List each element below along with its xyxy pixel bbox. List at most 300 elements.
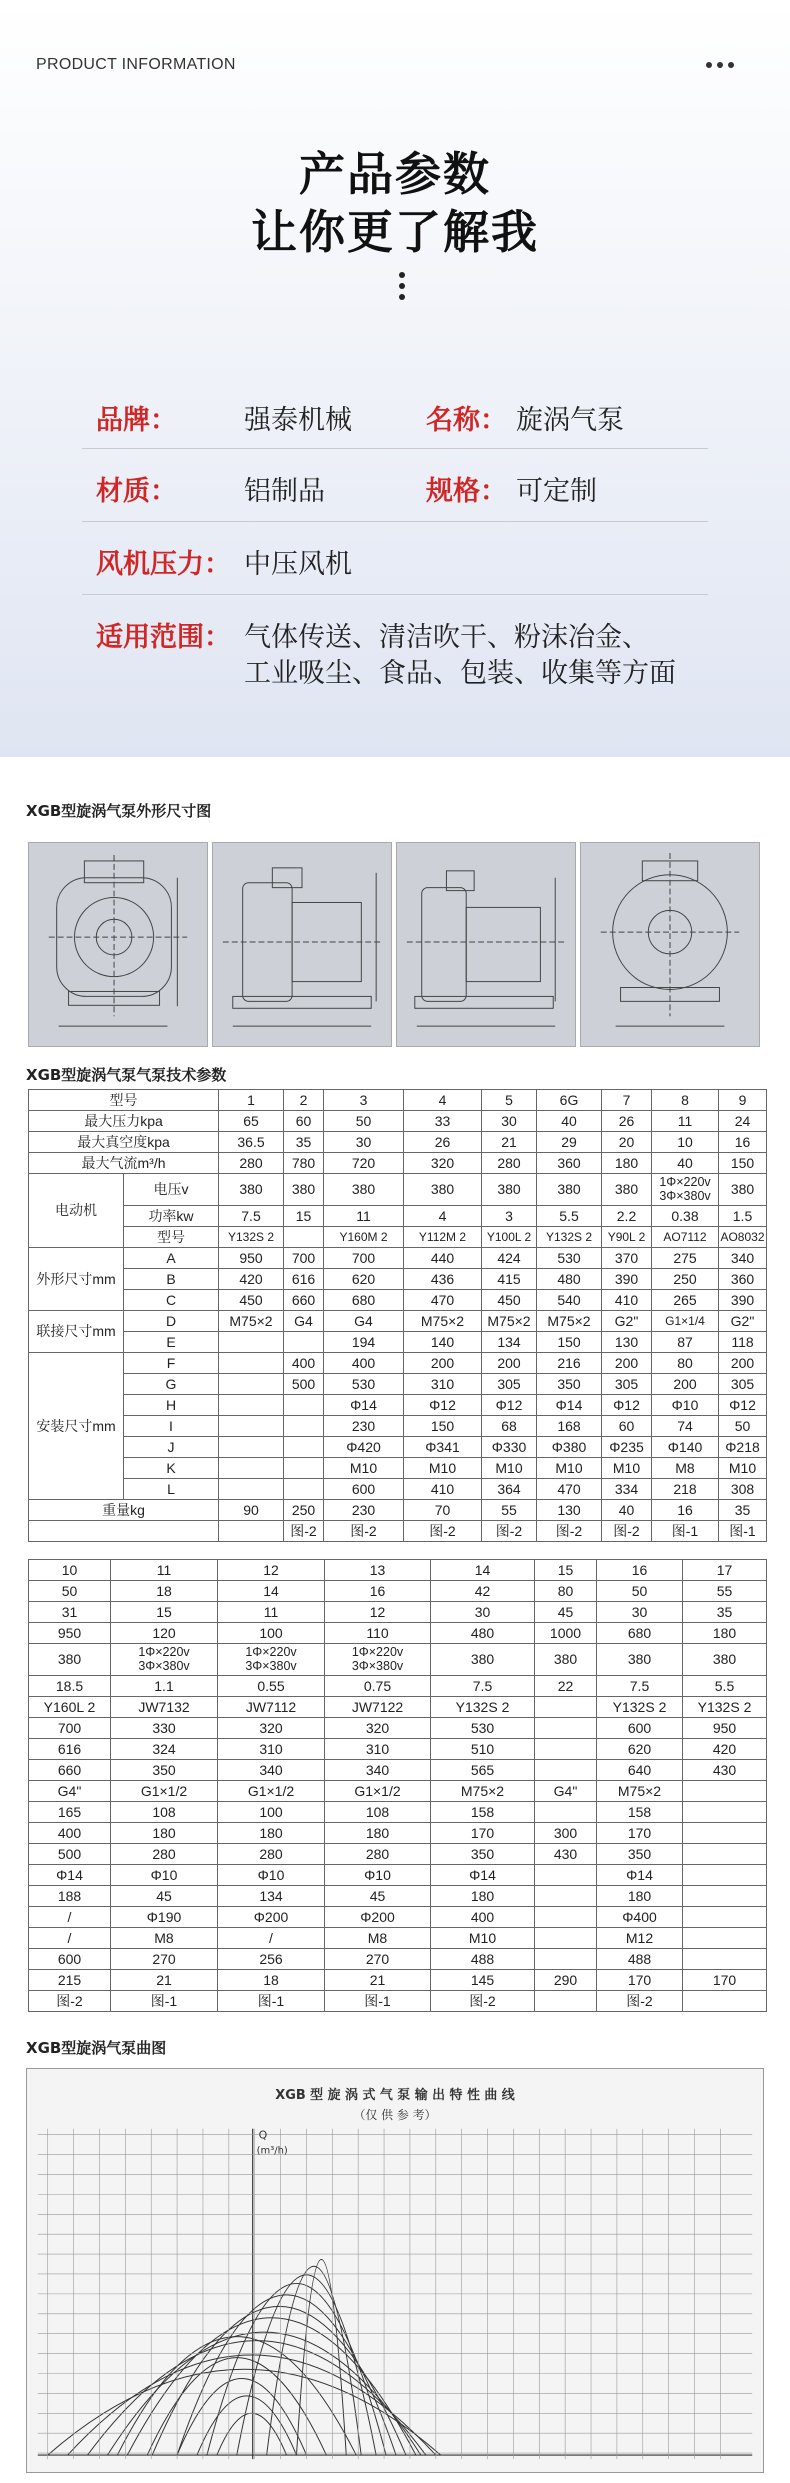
table-cell: Y132S 2 — [597, 1697, 683, 1718]
table-cell: 280 — [325, 1844, 431, 1865]
page-title: 产品参数 — [299, 147, 491, 201]
row-label: 最大真空度kpa — [29, 1132, 219, 1153]
table-cell: 340 — [218, 1760, 325, 1781]
table-cell: 280 — [482, 1153, 537, 1174]
table-cell: 18 — [218, 1970, 325, 1991]
table-cell: 图-1 — [111, 1991, 218, 2012]
table-cell: 364 — [482, 1479, 537, 1500]
table-cell: 280 — [219, 1153, 284, 1174]
table-cell: 540 — [537, 1290, 602, 1311]
table-cell: 480 — [431, 1623, 535, 1644]
table-cell: 21 — [325, 1970, 431, 1991]
table-cell: 250 — [284, 1500, 324, 1521]
table-cell: Φ10 — [111, 1865, 218, 1886]
table-cell: 720 — [324, 1153, 404, 1174]
spec-table-1 — [28, 1089, 767, 1542]
table-cell: 11 — [111, 1560, 218, 1581]
table-cell: 7.5 — [431, 1676, 535, 1697]
table-cell: 14 — [218, 1581, 325, 1602]
dimension-letter: H — [124, 1395, 219, 1416]
table-cell: 680 — [597, 1623, 683, 1644]
page-subtitle: 让你更了解我 — [251, 205, 539, 259]
table-cell: 200 — [482, 1353, 537, 1374]
table-cell: 510 — [431, 1739, 535, 1760]
table-cell: 380 — [404, 1174, 482, 1206]
performance-curve — [197, 2396, 297, 2455]
table-row — [29, 1174, 767, 1206]
table-title: XGB型旋涡气泵气泵技术参数 — [26, 1066, 227, 1084]
table-cell: 200 — [719, 1353, 767, 1374]
table-row — [29, 1227, 767, 1248]
table-cell — [535, 1928, 597, 1949]
table-cell — [284, 1332, 324, 1353]
table-cell: Φ200 — [218, 1907, 325, 1928]
table-cell: G1×1/2 — [218, 1781, 325, 1802]
table-cell — [535, 1718, 597, 1739]
header-cell: 型号 — [29, 1090, 219, 1111]
table-cell: 16 — [597, 1560, 683, 1581]
outline-drawing-rear — [580, 842, 760, 1047]
table-cell: G4 — [284, 1311, 324, 1332]
table-cell: 118 — [719, 1332, 767, 1353]
table-cell — [219, 1458, 284, 1479]
table-cell: 256 — [218, 1949, 325, 1970]
table-cell: Φ14 — [597, 1865, 683, 1886]
table-cell: 380 — [537, 1174, 602, 1206]
table-cell: 68 — [482, 1416, 537, 1437]
dimension-letter: J — [124, 1437, 219, 1458]
table-cell: JW7112 — [218, 1697, 325, 1718]
table-cell: 324 — [111, 1739, 218, 1760]
table-cell: 12 — [218, 1560, 325, 1581]
table-cell — [535, 1802, 597, 1823]
table-row — [29, 1132, 767, 1153]
table-cell — [219, 1416, 284, 1437]
table-cell: 436 — [404, 1269, 482, 1290]
table-cell: M75×2 — [431, 1781, 535, 1802]
table-cell: 430 — [535, 1844, 597, 1865]
table-cell: Φ420 — [324, 1437, 404, 1458]
table-row — [29, 1521, 767, 1542]
header-cell: 1 — [219, 1090, 284, 1111]
table-cell: 400 — [324, 1353, 404, 1374]
table-row — [29, 1332, 767, 1353]
table-cell — [683, 1886, 767, 1907]
table-row — [29, 1560, 767, 1581]
table-cell: 380 — [219, 1174, 284, 1206]
table-cell — [683, 1802, 767, 1823]
table-cell: 305 — [602, 1374, 652, 1395]
more-dots-icon[interactable] — [706, 62, 734, 68]
table-cell: M10 — [537, 1458, 602, 1479]
header-cell: 9 — [719, 1090, 767, 1111]
table-cell: 350 — [111, 1760, 218, 1781]
table-row — [29, 1500, 767, 1521]
table-cell: 30 — [597, 1602, 683, 1623]
table-cell: 660 — [284, 1290, 324, 1311]
table-cell: 950 — [683, 1718, 767, 1739]
table-cell: 180 — [325, 1823, 431, 1844]
table-row — [29, 1458, 767, 1479]
table-cell — [284, 1458, 324, 1479]
table-cell: 31 — [29, 1602, 111, 1623]
group-label: 安装尺寸mm — [29, 1353, 124, 1500]
table-cell: 11 — [652, 1111, 719, 1132]
table-cell: 680 — [324, 1290, 404, 1311]
table-cell: 320 — [404, 1153, 482, 1174]
table-cell — [535, 1865, 597, 1886]
table-cell: 424 — [482, 1248, 537, 1269]
performance-curve — [68, 2355, 436, 2455]
table-cell: 158 — [597, 1802, 683, 1823]
table-cell — [535, 1886, 597, 1907]
table-cell: 60 — [602, 1416, 652, 1437]
table-row — [29, 1623, 767, 1644]
table-cell — [284, 1227, 324, 1248]
table-cell: 65 — [219, 1111, 284, 1132]
table-cell: 55 — [683, 1581, 767, 1602]
table-cell: JW7132 — [111, 1697, 218, 1718]
table-cell: 45 — [325, 1886, 431, 1907]
table-cell: Φ400 — [597, 1907, 683, 1928]
table-cell: 660 — [29, 1760, 111, 1781]
table-row — [29, 1581, 767, 1602]
dimension-letter: L — [124, 1479, 219, 1500]
table-cell — [683, 1928, 767, 1949]
table-cell: 1Φ×220v 3Φ×380v — [325, 1644, 431, 1676]
performance-curve — [48, 2369, 441, 2455]
table-cell: 470 — [404, 1290, 482, 1311]
table-cell: M10 — [404, 1458, 482, 1479]
table-cell: 0.38 — [652, 1206, 719, 1227]
table-cell: 170 — [431, 1823, 535, 1844]
table-cell: 87 — [652, 1332, 719, 1353]
table-cell — [284, 1479, 324, 1500]
row-label: 功率kw — [124, 1206, 219, 1227]
performance-curve — [217, 2413, 287, 2455]
table-cell: 600 — [597, 1718, 683, 1739]
table-cell: 380 — [597, 1644, 683, 1676]
table-cell: M10 — [324, 1458, 404, 1479]
table-row — [29, 1479, 767, 1500]
table-cell: G4" — [29, 1781, 111, 1802]
table-cell: M75×2 — [537, 1311, 602, 1332]
header-cell: 3 — [324, 1090, 404, 1111]
table-cell: 11 — [324, 1206, 404, 1227]
table-cell: 15 — [535, 1560, 597, 1581]
table-cell: 14 — [431, 1560, 535, 1581]
curve-title: XGB型旋涡气泵曲图 — [26, 2039, 167, 2057]
table-cell: G1×1/2 — [325, 1781, 431, 1802]
table-row — [29, 1823, 767, 1844]
table-row — [29, 1802, 767, 1823]
table-row — [29, 1865, 767, 1886]
table-row — [29, 1760, 767, 1781]
table-cell: 350 — [597, 1844, 683, 1865]
table-cell: Φ12 — [602, 1395, 652, 1416]
table-cell: 200 — [652, 1374, 719, 1395]
table-cell: 5.5 — [537, 1206, 602, 1227]
table-cell: 700 — [29, 1718, 111, 1739]
table-cell: 10 — [652, 1132, 719, 1153]
table-cell: 55 — [482, 1500, 537, 1521]
table-cell: 图-2 — [482, 1521, 537, 1542]
table-cell: 13 — [325, 1560, 431, 1581]
table-cell: 400 — [284, 1353, 324, 1374]
dimension-letter: D — [124, 1311, 219, 1332]
table-cell: 265 — [652, 1290, 719, 1311]
table-cell — [683, 1907, 767, 1928]
table-cell: 1Φ×220v 3Φ×380v — [652, 1174, 719, 1206]
table-row — [29, 1248, 767, 1269]
table-cell: 620 — [597, 1739, 683, 1760]
table-cell — [284, 1395, 324, 1416]
table-cell: AO8032 — [719, 1227, 767, 1248]
table-cell: 17 — [683, 1560, 767, 1581]
table-row — [29, 1090, 767, 1111]
table-cell: 1.1 — [111, 1676, 218, 1697]
table-cell: 35 — [719, 1500, 767, 1521]
table-cell: Y132S 2 — [537, 1227, 602, 1248]
dimension-letter: K — [124, 1458, 219, 1479]
table-cell: M10 — [719, 1458, 767, 1479]
table-cell: 310 — [218, 1739, 325, 1760]
table-row — [29, 1644, 767, 1676]
table-cell: 图-2 — [602, 1521, 652, 1542]
name-value: 旋涡气泵 — [516, 405, 624, 436]
table-cell: / — [218, 1928, 325, 1949]
row-label: 重量kg — [29, 1500, 219, 1521]
table-cell: 1.5 — [719, 1206, 767, 1227]
table-cell: 480 — [537, 1269, 602, 1290]
pressure-value: 中压风机 — [244, 549, 352, 580]
table-cell — [535, 1907, 597, 1928]
table-cell: 616 — [29, 1739, 111, 1760]
table-cell: 100 — [218, 1802, 325, 1823]
table-cell: 18 — [111, 1581, 218, 1602]
divider — [82, 594, 708, 595]
table-cell: Φ10 — [652, 1395, 719, 1416]
table-cell: 180 — [602, 1153, 652, 1174]
table-row — [29, 1991, 767, 2012]
table-cell: 80 — [535, 1581, 597, 1602]
table-cell: 310 — [325, 1739, 431, 1760]
table-cell: 350 — [431, 1844, 535, 1865]
table-cell: 134 — [218, 1886, 325, 1907]
table-cell: 360 — [537, 1153, 602, 1174]
table-cell: 74 — [652, 1416, 719, 1437]
table-cell: 图-1 — [652, 1521, 719, 1542]
table-cell: 188 — [29, 1886, 111, 1907]
table-cell: 45 — [111, 1886, 218, 1907]
table-cell: 110 — [325, 1623, 431, 1644]
table-cell: Φ10 — [218, 1865, 325, 1886]
table-cell: 180 — [597, 1886, 683, 1907]
table-cell: 390 — [719, 1290, 767, 1311]
table-cell — [683, 1823, 767, 1844]
table-cell: 100 — [218, 1623, 325, 1644]
table-cell: 400 — [29, 1823, 111, 1844]
table-cell: 22 — [535, 1676, 597, 1697]
table-cell: 0.55 — [218, 1676, 325, 1697]
table-cell: M75×2 — [482, 1311, 537, 1332]
table-cell: 600 — [324, 1479, 404, 1500]
dimension-letter: B — [124, 1269, 219, 1290]
table-row — [29, 1111, 767, 1132]
table-cell: G4" — [535, 1781, 597, 1802]
spec-label: 规格： — [426, 476, 507, 507]
table-cell: 420 — [219, 1269, 284, 1290]
table-cell: 50 — [324, 1111, 404, 1132]
table-cell: 280 — [111, 1844, 218, 1865]
scope-value-line2: 工业吸尘、食品、包装、收集等方面 — [244, 658, 676, 689]
table-cell: 180 — [431, 1886, 535, 1907]
table-cell: 108 — [111, 1802, 218, 1823]
table-cell: Y132S 2 — [219, 1227, 284, 1248]
table-cell: 400 — [431, 1907, 535, 1928]
table-row — [29, 1676, 767, 1697]
table-cell: Y90L 2 — [602, 1227, 652, 1248]
divider — [82, 448, 708, 449]
table-cell: 4 — [404, 1206, 482, 1227]
table-cell: 1Φ×220v 3Φ×380v — [111, 1644, 218, 1676]
table-cell: Φ14 — [29, 1865, 111, 1886]
table-cell: 180 — [218, 1823, 325, 1844]
table-cell: 图-2 — [284, 1521, 324, 1542]
table-row — [29, 1269, 767, 1290]
table-cell: 215 — [29, 1970, 111, 1991]
table-row — [29, 1437, 767, 1458]
table-row — [29, 1844, 767, 1865]
header-cell: 4 — [404, 1090, 482, 1111]
table-cell: 640 — [597, 1760, 683, 1781]
performance-curve — [117, 2337, 356, 2455]
table-row — [29, 1602, 767, 1623]
scope-label: 适用范围： — [96, 622, 231, 653]
table-cell: 308 — [719, 1479, 767, 1500]
drawings-title: XGB型旋涡气泵外形尺寸图 — [26, 802, 212, 820]
table-cell: 165 — [29, 1802, 111, 1823]
table-cell: 700 — [324, 1248, 404, 1269]
table-cell — [535, 1991, 597, 2012]
table-cell: 3 — [482, 1206, 537, 1227]
table-cell: 415 — [482, 1269, 537, 1290]
table-cell — [219, 1374, 284, 1395]
header-cell: 6G — [537, 1090, 602, 1111]
table-row — [29, 1886, 767, 1907]
row-label: 型号 — [124, 1227, 219, 1248]
table-cell: Y100L 2 — [482, 1227, 537, 1248]
table-cell — [219, 1332, 284, 1353]
table-cell: 120 — [111, 1623, 218, 1644]
table-cell: 180 — [111, 1823, 218, 1844]
dimension-letter: A — [124, 1248, 219, 1269]
table-cell: 158 — [431, 1802, 535, 1823]
table-cell: 390 — [602, 1269, 652, 1290]
table-cell: M8 — [325, 1928, 431, 1949]
table-cell — [284, 1416, 324, 1437]
table-cell: 40 — [652, 1153, 719, 1174]
table-cell: 470 — [537, 1479, 602, 1500]
table-cell: 30 — [431, 1602, 535, 1623]
table-cell: 340 — [325, 1760, 431, 1781]
table-cell: 200 — [602, 1353, 652, 1374]
table-cell: Φ190 — [111, 1907, 218, 1928]
performance-curve — [152, 2306, 406, 2455]
table-cell: M8 — [111, 1928, 218, 1949]
table-cell: 370 — [602, 1248, 652, 1269]
divider — [82, 521, 708, 522]
table-cell: 130 — [537, 1500, 602, 1521]
table-cell: 380 — [324, 1174, 404, 1206]
table-cell: 42 — [431, 1581, 535, 1602]
table-cell: M75×2 — [219, 1311, 284, 1332]
table-cell: G2" — [602, 1311, 652, 1332]
table-cell: 270 — [111, 1949, 218, 1970]
table-cell: 450 — [219, 1290, 284, 1311]
pressure-label: 风机压力： — [96, 549, 231, 580]
table-cell: 24 — [719, 1111, 767, 1132]
table-cell — [219, 1395, 284, 1416]
table-cell: 40 — [537, 1111, 602, 1132]
table-cell: / — [29, 1907, 111, 1928]
table-cell: 图-2 — [597, 1991, 683, 2012]
table-cell: G4 — [324, 1311, 404, 1332]
table-row — [29, 1949, 767, 1970]
table-cell: 108 — [325, 1802, 431, 1823]
table-cell — [219, 1353, 284, 1374]
table-cell: Φ14 — [537, 1395, 602, 1416]
table-cell: G1×1/2 — [111, 1781, 218, 1802]
table-cell: 170 — [597, 1823, 683, 1844]
dimension-letter: F — [124, 1353, 219, 1374]
table-cell: 300 — [535, 1823, 597, 1844]
table-cell: 950 — [29, 1623, 111, 1644]
curve-chart-title: XGB 型 旋 涡 式 气 泵 输 出 特 性 曲 线 — [275, 2087, 515, 2103]
table-cell — [683, 1781, 767, 1802]
table-cell: 488 — [597, 1949, 683, 1970]
table-cell: 45 — [535, 1602, 597, 1623]
table-cell: 80 — [652, 1353, 719, 1374]
table-cell — [29, 1521, 219, 1542]
table-cell: Y112M 2 — [404, 1227, 482, 1248]
row-label: 最大气流m³/h — [29, 1153, 219, 1174]
table-cell: 305 — [482, 1374, 537, 1395]
table-cell: Φ235 — [602, 1437, 652, 1458]
table-cell: 275 — [652, 1248, 719, 1269]
table-cell: 410 — [602, 1290, 652, 1311]
table-cell: Y132S 2 — [431, 1697, 535, 1718]
table-cell: 440 — [404, 1248, 482, 1269]
table-cell: 70 — [404, 1500, 482, 1521]
table-cell: 305 — [719, 1374, 767, 1395]
table-cell: 530 — [324, 1374, 404, 1395]
table-cell: 430 — [683, 1760, 767, 1781]
table-cell: 图-1 — [719, 1521, 767, 1542]
material-value: 铝制品 — [244, 476, 325, 507]
table-cell: 图-2 — [404, 1521, 482, 1542]
table-cell — [535, 1697, 597, 1718]
table-cell: 500 — [284, 1374, 324, 1395]
table-cell: 330 — [111, 1718, 218, 1739]
table-cell: 12 — [325, 1602, 431, 1623]
table-cell: 40 — [602, 1500, 652, 1521]
table-cell: 10 — [29, 1560, 111, 1581]
table-cell: 21 — [482, 1132, 537, 1153]
table-row — [29, 1153, 767, 1174]
table-cell: 图-1 — [218, 1991, 325, 2012]
table-cell — [219, 1479, 284, 1500]
